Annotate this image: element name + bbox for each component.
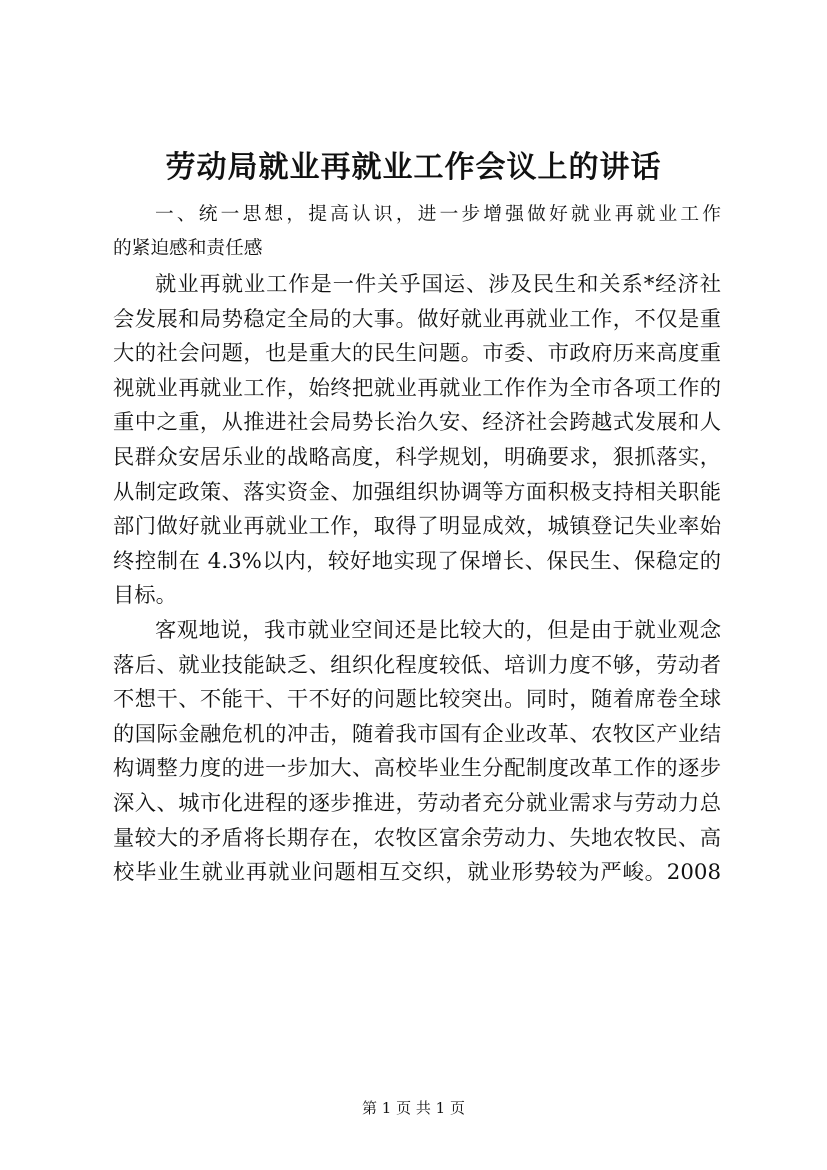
paragraph-line: 目标。: [113, 583, 177, 609]
paragraph-line: 民群众安居乐业的战略高度，科学规划，明确要求，狠抓落实，: [113, 444, 721, 470]
paragraph-line: 重中之重，从推进社会局势长治久安、经济社会跨越式发展和人: [113, 410, 721, 436]
section-heading-line: 的紧迫感和责任感: [113, 238, 263, 259]
paragraph-line: 终控制在 4.3%以内，较好地实现了保增长、保民生、保稳定的: [113, 548, 721, 574]
paragraph: [113, 614, 721, 891]
paragraph-line: 不想干、不能干、干不好的问题比较突出。同时，随着席卷全球: [113, 687, 721, 713]
paragraph-line: 构调整力度的进一步加大、高校毕业生分配制度改革工作的逐步: [113, 756, 721, 782]
paragraph-line: 视就业再就业工作，始终把就业再就业工作作为全市各项工作的: [113, 375, 721, 401]
paragraph-line: 从制定政策、落实资金、加强组织协调等方面积极支持相关职能: [113, 479, 721, 505]
paragraph-line: 深入、城市化进程的逐步推进，劳动者充分就业需求与劳动力总: [113, 790, 721, 816]
section-heading-line: 一、统一思想，提高认识，进一步增强做好就业再就业工作: [155, 204, 721, 225]
paragraph-line: 部门做好就业再就业工作，取得了明显成效，城镇登记失业率始: [113, 514, 721, 540]
document-title: 劳动局就业再就业工作会议上的讲话: [165, 150, 662, 185]
paragraph-line: 就业再就业工作是一件关乎国运、涉及民生和关系*经济社: [155, 272, 721, 297]
paragraph: [113, 268, 721, 614]
document-body: [113, 198, 721, 891]
page-footer: 第 1 页 共 1 页: [362, 1099, 465, 1117]
paragraph-line: 校毕业生就业再就业问题相互交织，就业形势较为严峻。2008: [113, 860, 721, 886]
section-heading: [113, 198, 721, 266]
paragraph-line: 的国际金融危机的冲击，随着我市国有企业改革、农牧区产业结: [113, 721, 721, 747]
paragraph-line: 量较大的矛盾将长期存在，农牧区富余劳动力、失地农牧民、高: [113, 825, 721, 851]
paragraph-line: 大的社会问题，也是重大的民生问题。市委、市政府历来高度重: [113, 341, 721, 367]
paragraph-line: 客观地说，我市就业空间还是比较大的，但是由于就业观念: [155, 617, 721, 643]
paragraph-line: 落后、就业技能缺乏、组织化程度较低、培训力度不够，劳动者: [113, 652, 721, 678]
paragraph-line: 会发展和局势稳定全局的大事。做好就业再就业工作，不仅是重: [113, 306, 721, 332]
